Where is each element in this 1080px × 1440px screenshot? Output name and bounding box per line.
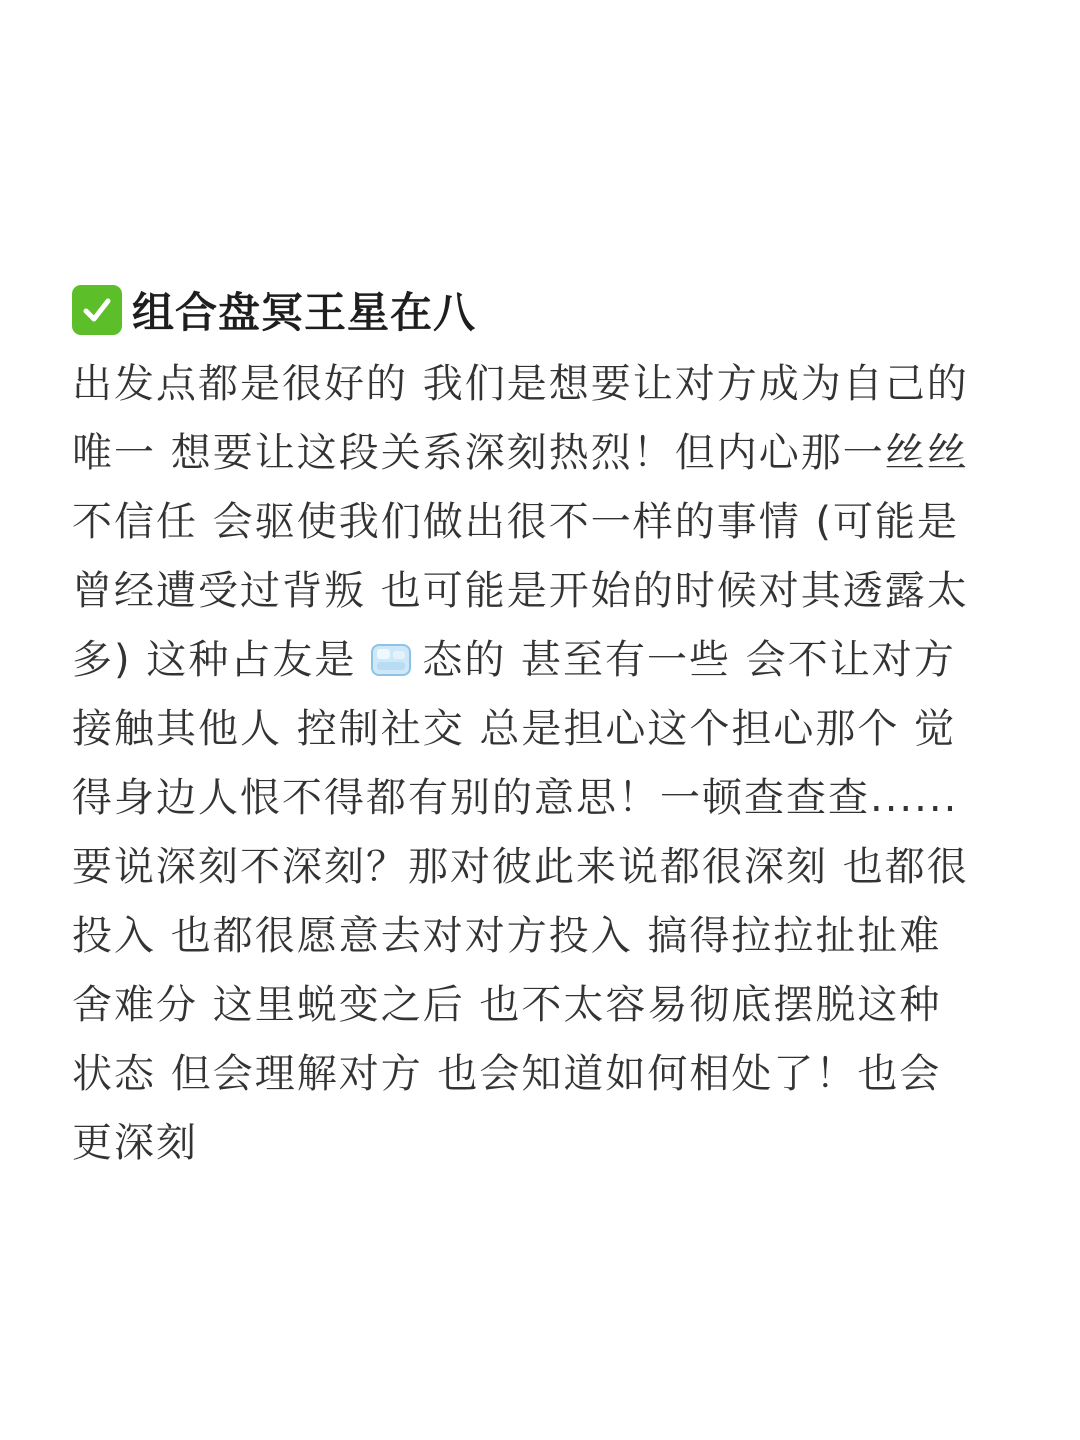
note-body bbox=[72, 350, 1012, 1178]
body-line-8: 要说深刻不深刻？那对彼此来说都很深刻 也都很 bbox=[72, 844, 969, 890]
note-title: 组合盘冥王星在八 bbox=[132, 288, 477, 337]
note-card bbox=[72, 278, 1012, 1178]
ice-cube-icon bbox=[368, 632, 414, 672]
body-line-5-before: 多) 这种占友是 bbox=[72, 637, 357, 683]
body-line-5-after: 态的 甚至有一些 会不让对方 bbox=[422, 637, 956, 683]
body-line-4: 曾经遭受过背叛 也可能是开始的时候对其透露太 bbox=[72, 568, 969, 614]
body-line-1: 出发点都是很好的 我们是想要让对方成为自己的 bbox=[72, 361, 969, 407]
body-line-5 bbox=[72, 626, 1012, 695]
body-line-11: 状态 但会理解对方 也会知道如何相处了！也会 bbox=[72, 1051, 942, 1097]
body-line-9: 投入 也都很愿意去对对方投入 搞得拉拉扯扯难 bbox=[72, 913, 942, 959]
body-line-10: 舍难分 这里蜕变之后 也不太容易彻底摆脱这种 bbox=[72, 982, 942, 1028]
title-row bbox=[72, 278, 1012, 342]
body-line-7: 得身边人恨不得都有别的意思！一顿查查查...... bbox=[72, 775, 959, 821]
body-line-6: 接触其他人 控制社交 总是担心这个担心那个 觉 bbox=[72, 706, 957, 752]
body-line-3: 不信任 会驱使我们做出很不一样的事情 (可能是 bbox=[72, 499, 960, 545]
body-line-12: 更深刻 bbox=[72, 1120, 198, 1166]
body-line-2: 唯一 想要让这段关系深刻热烈！但内心那一丝丝 bbox=[72, 430, 969, 476]
check-mark-button-icon bbox=[72, 285, 122, 335]
